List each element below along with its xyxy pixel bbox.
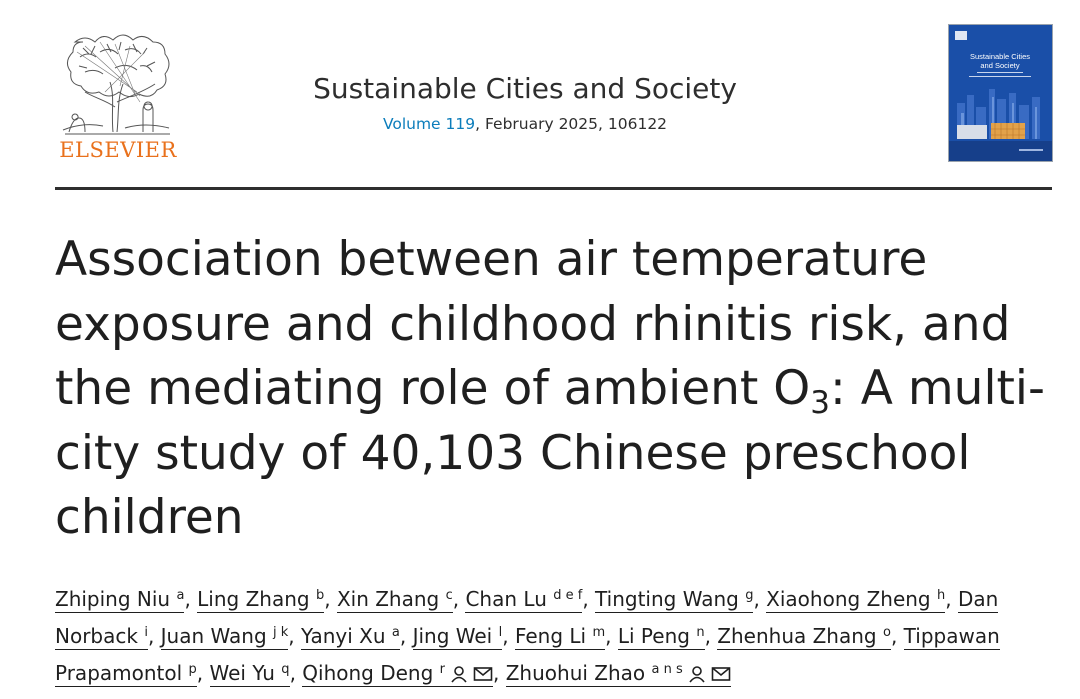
author-name-link[interactable] xyxy=(465,587,582,613)
publisher-wordmark: ELSEVIER xyxy=(59,138,177,162)
author-entry xyxy=(506,661,731,687)
cover-artwork xyxy=(949,25,1052,161)
author-name-link[interactable] xyxy=(618,624,705,650)
author-entry xyxy=(197,587,337,613)
author-name: Ling Zhang xyxy=(197,587,310,611)
issue-info xyxy=(225,115,825,133)
author-entry xyxy=(55,587,197,613)
affiliation-marker: q xyxy=(281,662,290,677)
author-separator: , xyxy=(493,661,506,685)
author-name-link[interactable] xyxy=(210,661,290,687)
elsevier-logo[interactable] xyxy=(55,22,180,164)
author-separator: , xyxy=(945,587,958,611)
affiliation-marker: l xyxy=(498,625,503,640)
affiliation-marker: o xyxy=(882,625,891,640)
author-name-link[interactable] xyxy=(413,624,503,650)
article-title-main: Association between air temperature exposure and childhood rhinitis risk, and the mediating role of ambient O xyxy=(55,232,1011,416)
author-name-link[interactable] xyxy=(197,587,324,613)
author-entry xyxy=(302,661,505,687)
author-name: Wei Yu xyxy=(209,661,275,685)
author-separator: , xyxy=(147,624,161,648)
author-separator: , xyxy=(196,661,210,685)
author-name: Zhuohui Zhao xyxy=(505,661,646,685)
author-entry xyxy=(337,587,466,613)
author-name: Yanyi Xu xyxy=(301,624,386,648)
author-separator: , xyxy=(753,587,767,611)
author-entry xyxy=(515,624,618,650)
author-name: Tingting Wang xyxy=(595,587,739,611)
author-name: Feng Li xyxy=(514,624,587,648)
cover-publisher-logo xyxy=(955,31,967,40)
author-name-link[interactable] xyxy=(595,587,753,613)
author-entry xyxy=(161,624,301,650)
author-separator: , xyxy=(289,661,303,685)
author-name: Tippawan Prapamontol xyxy=(55,624,1000,685)
affiliation-marker: a n s xyxy=(651,662,683,677)
author-name: Li Peng xyxy=(617,624,690,648)
author-entry xyxy=(595,587,766,613)
author-name-link[interactable] xyxy=(302,661,493,687)
mail-icon[interactable] xyxy=(473,665,493,683)
author-name-link[interactable] xyxy=(717,624,891,650)
cover-title-line-1: Sustainable Cities xyxy=(969,52,1031,61)
author-name: Jing Wei xyxy=(412,624,493,648)
author-name: Chan Lu xyxy=(465,587,547,611)
person-icon[interactable] xyxy=(450,665,468,683)
header-divider xyxy=(55,187,1052,190)
author-list xyxy=(55,581,1055,692)
affiliation-marker: i xyxy=(144,625,148,640)
affiliation-marker: j k xyxy=(273,625,289,640)
author-separator: , xyxy=(452,587,466,611)
affiliation-marker: a xyxy=(176,588,185,603)
cover-title-line-2: and Society xyxy=(980,61,1020,70)
author-name: Juan Wang xyxy=(160,624,267,648)
author-separator: , xyxy=(704,624,718,648)
affiliation-marker: a xyxy=(391,625,400,640)
author-entry xyxy=(413,624,515,650)
author-name-link[interactable] xyxy=(337,587,453,613)
author-name: Dan Norback xyxy=(55,587,999,648)
author-separator: , xyxy=(324,587,337,611)
journal-title[interactable]: Sustainable Cities and Society xyxy=(313,72,737,105)
author-name: Xin Zhang xyxy=(336,587,440,611)
author-name-link[interactable] xyxy=(515,624,605,650)
author-separator: , xyxy=(399,624,413,648)
author-name: Qihong Deng xyxy=(302,661,434,685)
author-name-link[interactable] xyxy=(301,624,400,650)
author-separator: , xyxy=(582,587,596,611)
mail-icon[interactable] xyxy=(711,665,731,683)
article-title-subscript: 3 xyxy=(810,385,830,421)
author-name-link[interactable] xyxy=(766,587,945,613)
author-name: Zhenhua Zhang xyxy=(717,624,877,648)
person-icon[interactable] xyxy=(688,665,706,683)
article-header xyxy=(55,22,1052,188)
author-separator: , xyxy=(184,587,198,611)
affiliation-marker: r xyxy=(439,662,446,677)
affiliation-marker: m xyxy=(592,625,606,640)
author-name: Zhiping Niu xyxy=(55,587,171,611)
affiliation-marker: h xyxy=(936,588,946,603)
article-title xyxy=(55,228,1055,551)
author-separator: , xyxy=(890,624,904,648)
affiliation-marker: n xyxy=(696,625,705,640)
journal-cover-thumbnail[interactable] xyxy=(948,24,1053,162)
author-separator: , xyxy=(288,624,302,648)
author-entry xyxy=(301,624,413,650)
affiliation-marker: b xyxy=(315,588,325,603)
author-entry xyxy=(465,587,595,613)
author-entry xyxy=(717,624,903,650)
affiliation-marker: d e f xyxy=(553,588,583,603)
author-name-link[interactable] xyxy=(161,624,289,650)
author-separator: , xyxy=(502,624,515,648)
affiliation-marker: c xyxy=(445,588,453,603)
author-name-link[interactable] xyxy=(55,587,184,613)
volume-link[interactable]: Volume 119 xyxy=(382,115,476,133)
author-entry xyxy=(210,661,303,687)
author-entry xyxy=(618,624,717,650)
affiliation-marker: g xyxy=(745,588,754,603)
issue-date-and-number: , February 2025, 106122 xyxy=(475,115,668,133)
affiliation-marker: p xyxy=(188,662,197,677)
author-name: Xiaohong Zheng xyxy=(766,587,931,611)
article-title-rest: : A multi-city study of 40,103 Chinese preschool children xyxy=(55,361,1045,545)
author-name-link[interactable] xyxy=(506,661,731,687)
journal-info xyxy=(225,72,825,133)
tree-icon xyxy=(55,22,180,140)
author-separator: , xyxy=(605,624,618,648)
author-entry xyxy=(766,587,958,613)
